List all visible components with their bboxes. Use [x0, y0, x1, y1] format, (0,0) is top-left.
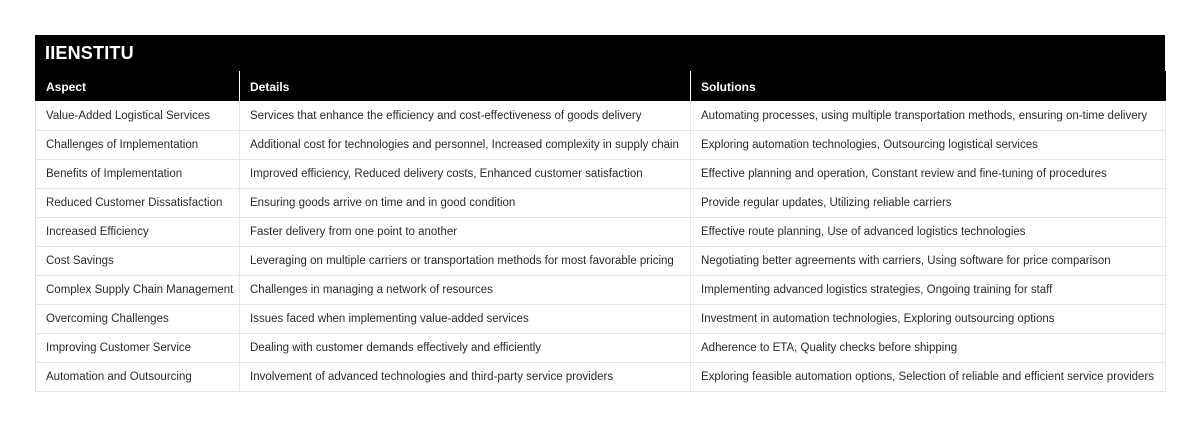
cell-aspect: Increased Efficiency — [36, 218, 240, 247]
table-row — [36, 363, 1166, 392]
cell-solutions: Automating processes, using multiple transportation methods, ensuring on-time delivery — [691, 102, 1166, 131]
cell-details: Services that enhance the efficiency and cost-effectiveness of goods delivery — [240, 102, 691, 131]
cell-solutions: Negotiating better agreements with carriers, Using software for price comparison — [691, 247, 1166, 276]
table-row — [36, 276, 1166, 305]
column-header-solutions: Solutions — [691, 72, 1166, 102]
cell-aspect: Challenges of Implementation — [36, 131, 240, 160]
cell-solutions: Investment in automation technologies, Exploring outsourcing options — [691, 305, 1166, 334]
cell-solutions: Exploring feasible automation options, Selection of reliable and efficient service providers — [691, 363, 1166, 392]
table-row — [36, 189, 1166, 218]
cell-details: Faster delivery from one point to another — [240, 218, 691, 247]
table-row — [36, 247, 1166, 276]
header-row — [36, 72, 1166, 102]
cell-solutions: Implementing advanced logistics strategies, Ongoing training for staff — [691, 276, 1166, 305]
cell-details: Ensuring goods arrive on time and in good condition — [240, 189, 691, 218]
cell-aspect: Value-Added Logistical Services — [36, 102, 240, 131]
table-row — [36, 218, 1166, 247]
cell-details: Additional cost for technologies and personnel, Increased complexity in supply chain — [240, 131, 691, 160]
cell-details: Improved efficiency, Reduced delivery costs, Enhanced customer satisfaction — [240, 160, 691, 189]
cell-details: Issues faced when implementing value-added services — [240, 305, 691, 334]
cell-aspect: Benefits of Implementation — [36, 160, 240, 189]
cell-solutions: Effective route planning, Use of advanced logistics technologies — [691, 218, 1166, 247]
cell-details: Challenges in managing a network of resources — [240, 276, 691, 305]
cell-details: Leveraging on multiple carriers or transportation methods for most favorable pricing — [240, 247, 691, 276]
cell-aspect: Automation and Outsourcing — [36, 363, 240, 392]
cell-aspect: Overcoming Challenges — [36, 305, 240, 334]
cell-solutions: Exploring automation technologies, Outsourcing logistical services — [691, 131, 1166, 160]
cell-solutions: Effective planning and operation, Constant review and fine-tuning of procedures — [691, 160, 1166, 189]
table-container — [35, 35, 1165, 392]
cell-aspect: Complex Supply Chain Management — [36, 276, 240, 305]
data-table — [35, 71, 1166, 392]
table-row — [36, 102, 1166, 131]
column-header-aspect: Aspect — [36, 72, 240, 102]
table-row — [36, 334, 1166, 363]
cell-aspect: Cost Savings — [36, 247, 240, 276]
cell-aspect: Reduced Customer Dissatisfaction — [36, 189, 240, 218]
cell-solutions: Provide regular updates, Utilizing reliable carriers — [691, 189, 1166, 218]
table-row — [36, 305, 1166, 334]
table-title: IIENSTITU — [35, 35, 1165, 71]
table-row — [36, 160, 1166, 189]
cell-aspect: Improving Customer Service — [36, 334, 240, 363]
cell-details: Involvement of advanced technologies and third-party service providers — [240, 363, 691, 392]
table-row — [36, 131, 1166, 160]
cell-solutions: Adherence to ETA, Quality checks before shipping — [691, 334, 1166, 363]
cell-details: Dealing with customer demands effectively and efficiently — [240, 334, 691, 363]
column-header-details: Details — [240, 72, 691, 102]
